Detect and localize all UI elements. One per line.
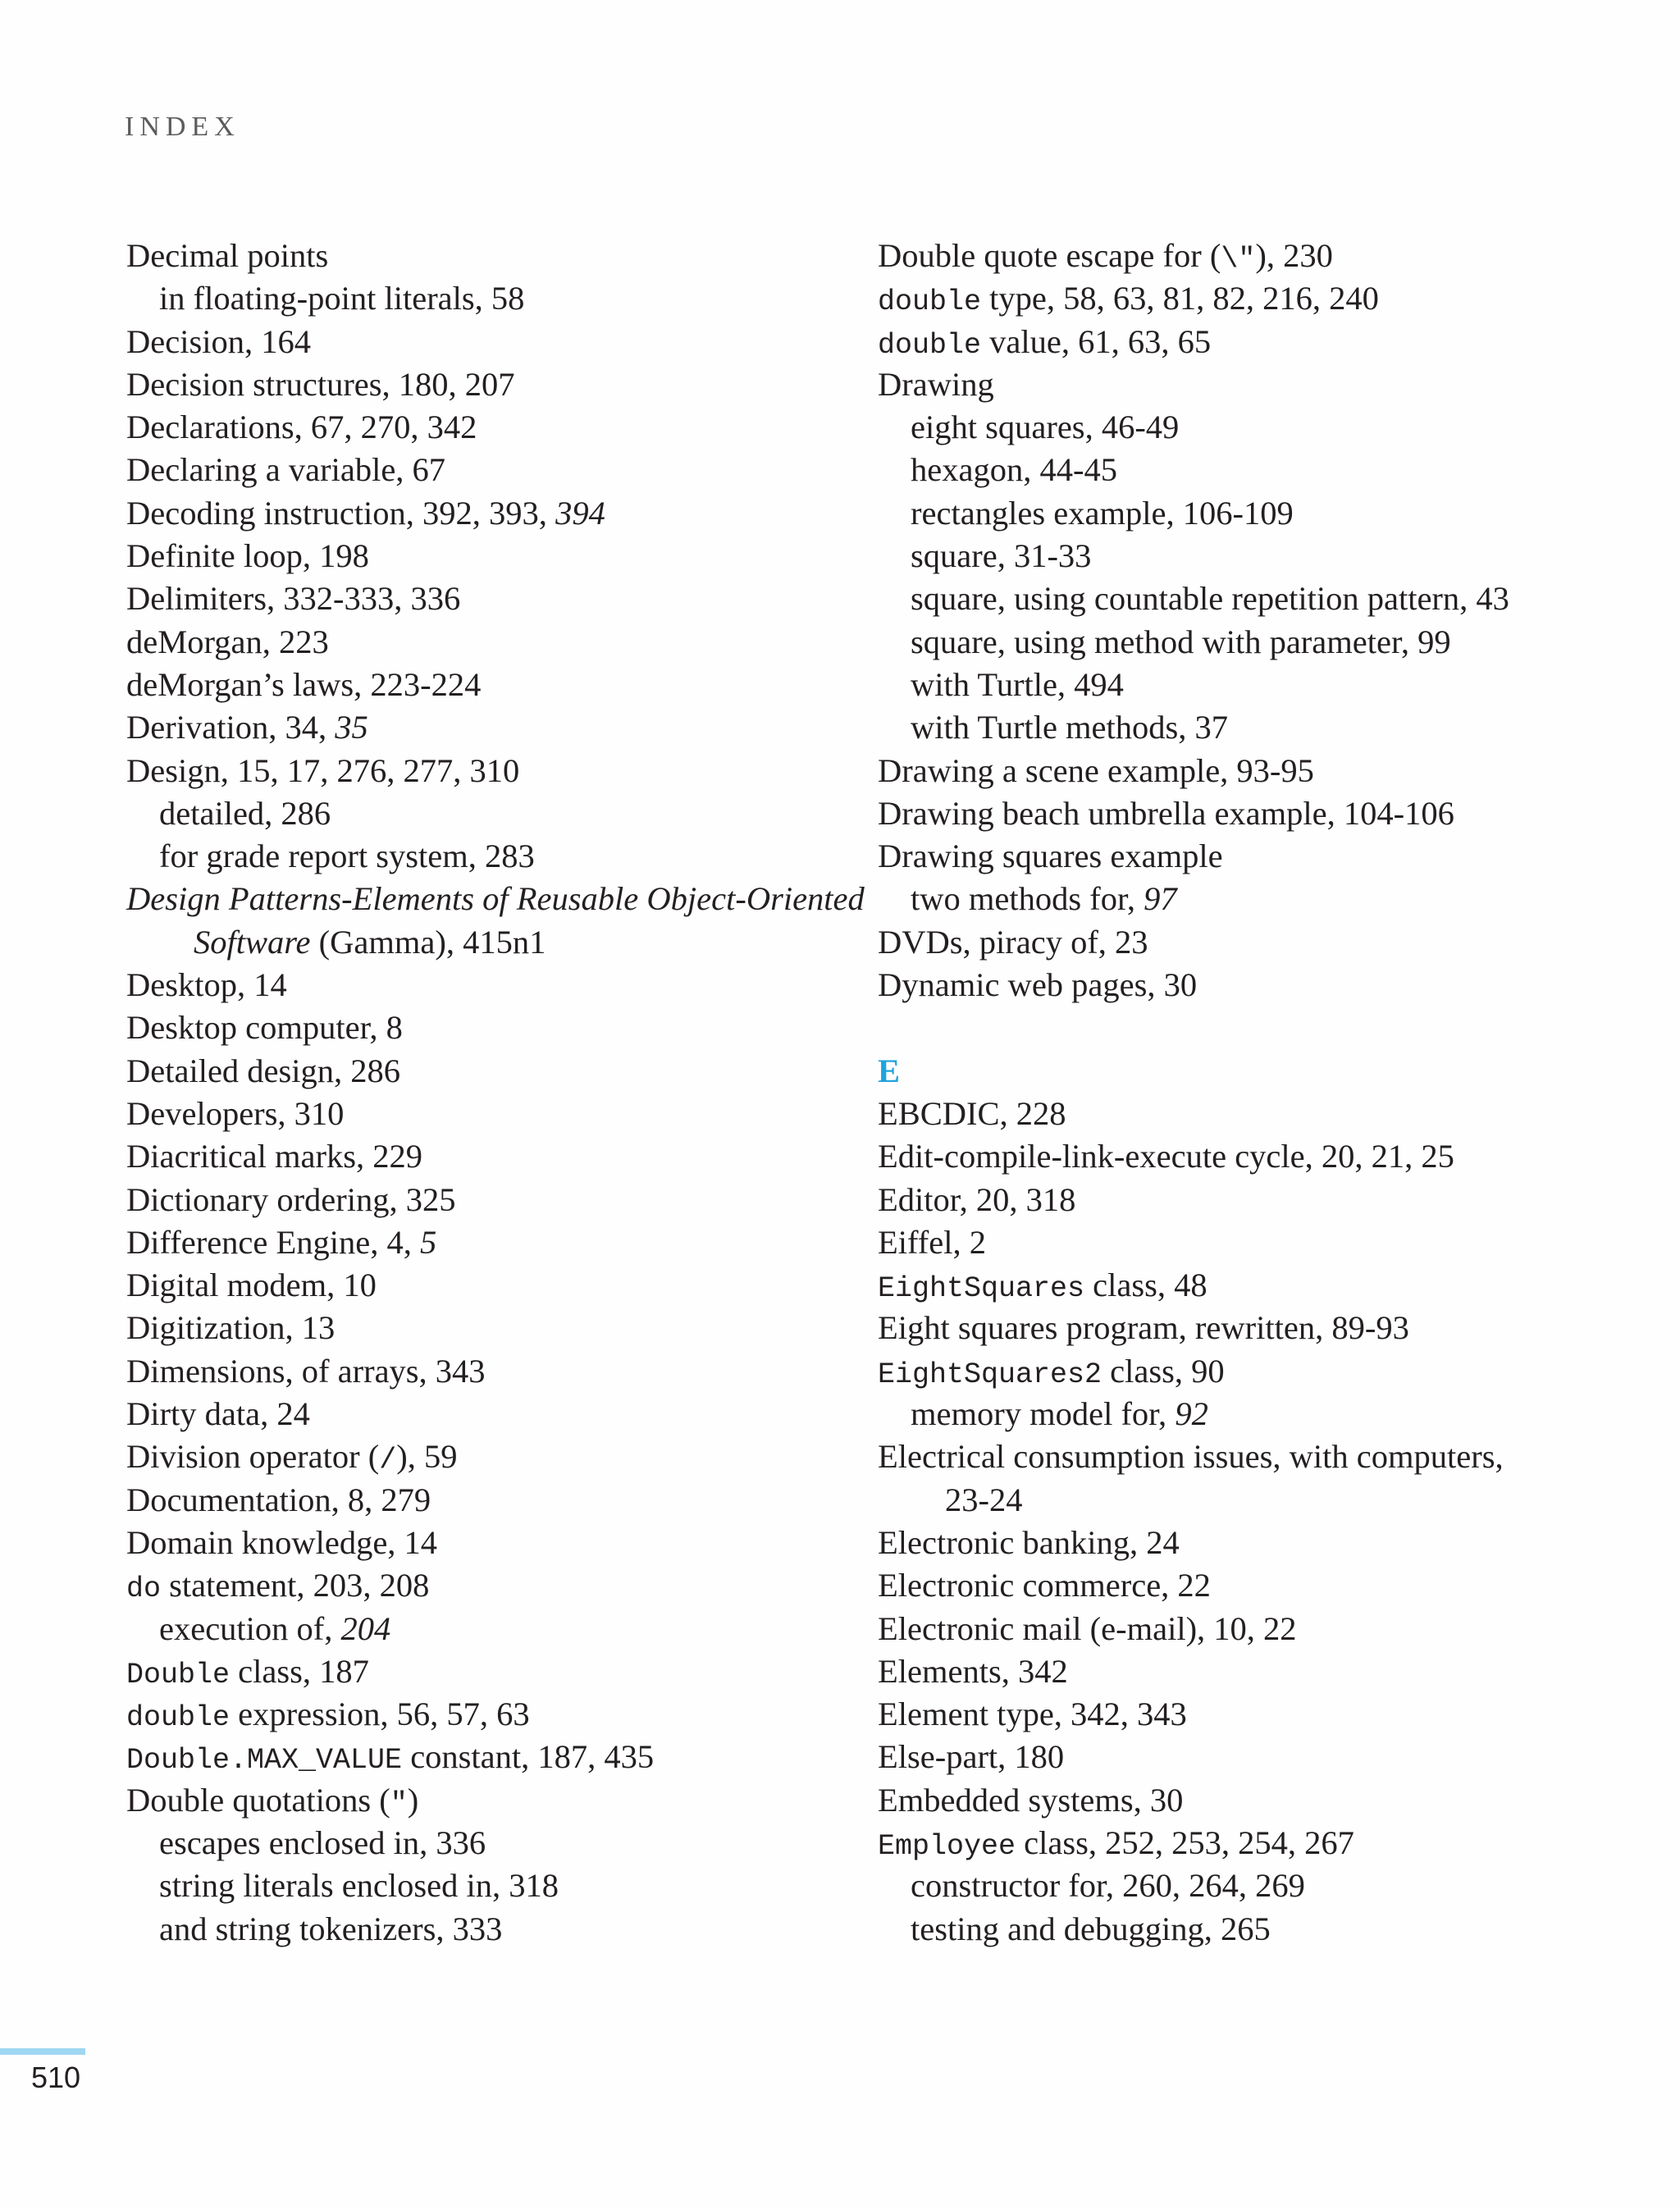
entry-text: Developers, 310 [126,1094,345,1132]
entry-text: execution of, [159,1609,341,1647]
index-subentry [878,406,1616,449]
code-term: EightSquares [878,1272,1085,1306]
index-entry [126,1779,832,1822]
entry-text: Eiffel, 2 [878,1223,986,1261]
index-subentry [878,1864,1616,1907]
entry-text: (Gamma), 415n1 [310,923,546,961]
entry-text: expression, 56, 57, 63 [230,1696,530,1733]
index-entry [126,235,832,277]
index-entry [126,706,832,749]
entry-text: DVDs, piracy of, 23 [878,923,1148,961]
index-entry [126,1522,832,1564]
index-entry [878,1822,1616,1864]
italic-text: 5 [419,1223,437,1261]
index-subentry [126,1822,832,1864]
entry-text: Declaring a variable, 67 [126,451,446,489]
index-entry [126,621,832,664]
index-entry [126,321,832,363]
index-entry [126,664,832,706]
entry-text: type, 58, 63, 81, 82, 216, 240 [981,280,1379,317]
index-column-left [126,235,865,1951]
entry-text: Embedded systems, 30 [878,1781,1184,1819]
entry-text: statement, 203, 208 [161,1567,430,1604]
index-entry [878,1650,1616,1693]
index-entry [878,1135,1616,1178]
section-gap [878,1006,1616,1049]
index-entry [878,792,1616,835]
index-column-right [878,235,1616,1951]
entry-text: ) [407,1781,419,1819]
italic-text: Design Patterns-Elements of Reusable Object-Oriented [126,880,865,918]
entry-text: Design, 15, 17, 276, 277, 310 [126,751,520,789]
entry-text: Electronic mail (e-mail), 10, 22 [878,1609,1297,1647]
index-subentry [878,621,1616,664]
index-entry [126,1693,832,1736]
index-entry [878,921,1616,964]
entry-text: ), 230 [1255,237,1333,274]
entry-text: Detailed design, 286 [126,1052,401,1089]
index-entry [878,1179,1616,1221]
entry-text: Element type, 342, 343 [878,1696,1187,1733]
code-term: double [126,1701,231,1735]
index-subentry [126,835,832,878]
index-entry [878,1608,1616,1650]
entry-text: Electrical consumption issues, with computers, [878,1438,1504,1476]
entry-text: Dimensions, of arrays, 343 [126,1352,486,1390]
index-entry [878,1350,1616,1393]
index-entry [126,878,865,920]
section-letter-heading: E [878,1052,901,1089]
entry-text: Eight squares program, rewritten, 89-93 [878,1309,1409,1347]
index-entry [878,1264,1616,1307]
index-entry [878,750,1616,792]
index-entry [878,1093,1616,1135]
entry-text: Definite loop, 198 [126,537,369,575]
entry-text: in floating-point literals, 58 [159,280,525,317]
index-subentry [878,492,1616,535]
index-entry [126,1221,832,1264]
index-entry [878,1564,1616,1607]
index-entry [126,1179,832,1221]
index-entry [126,363,832,406]
index-entry [126,1093,832,1135]
entry-text: testing and debugging, 265 [911,1910,1271,1947]
index-entry [878,964,1616,1006]
italic-text: 35 [335,709,368,746]
entry-text: Editor, 20, 318 [878,1180,1076,1218]
entry-text: Dictionary ordering, 325 [126,1180,456,1218]
entry-text: class, 252, 253, 254, 267 [1016,1823,1354,1861]
entry-text: Electronic commerce, 22 [878,1567,1211,1604]
index-subentry [126,1864,832,1907]
index-subentry [878,706,1616,749]
code-term: " [390,1787,408,1820]
entry-text: Domain knowledge, 14 [126,1523,438,1561]
running-header: INDEX [125,112,240,142]
entry-text: square, 31-33 [911,537,1092,575]
index-subentry [126,1908,832,1951]
index-subentry [126,277,832,320]
index-entry [126,1135,832,1178]
code-term: Employee [878,1829,1016,1863]
index-entry [126,1307,832,1349]
entry-text: Difference Engine, 4, [126,1223,420,1261]
entry-text: class, 48 [1084,1267,1208,1304]
entry-text: Elements, 342 [878,1652,1068,1690]
index-entry [878,1693,1616,1736]
index-entry [126,406,832,449]
index-subentry [878,577,1616,620]
index-entry [126,492,832,535]
entry-text: Digital modem, 10 [126,1267,377,1304]
index-entry [878,1221,1616,1264]
index-subentry [878,664,1616,706]
entry-text: Edit-compile-link-execute cycle, 20, 21, 25 [878,1138,1454,1175]
entry-text: Double quotations ( [126,1781,390,1819]
entry-text: for grade report system, 283 [159,838,535,875]
index-subentry [878,535,1616,577]
code-term: double [878,285,982,319]
index-entry [126,449,832,491]
entry-text: EBCDIC, 228 [878,1094,1066,1132]
entry-text: constructor for, 260, 264, 269 [911,1867,1305,1905]
entry-text: Drawing squares example [878,838,1223,875]
entry-text: rectangles example, 106-109 [911,494,1294,532]
italic-text: 97 [1144,880,1177,918]
index-entry [126,1350,832,1393]
entry-text: square, using method with parameter, 99 [911,623,1451,660]
index-entry [126,1435,832,1478]
italic-text: Software [194,923,311,961]
index-subentry [878,1479,1616,1522]
entry-text: Decision structures, 180, 207 [126,365,515,403]
index-entry [878,1522,1616,1564]
italic-text: 92 [1175,1395,1208,1433]
entry-text: Drawing [878,365,994,403]
index-entry [126,1564,832,1607]
entry-text: Decision, 164 [126,322,311,360]
entry-text: with Turtle, 494 [911,665,1124,703]
entry-text: Declarations, 67, 270, 342 [126,408,477,446]
index-entry [878,1435,1616,1478]
index-entry [878,1779,1616,1822]
entry-text: constant, 187, 435 [402,1738,655,1776]
index-subentry [878,449,1616,491]
index-subentry [878,1908,1616,1951]
entry-text: Else-part, 180 [878,1738,1065,1776]
index-entry [126,1050,832,1093]
entry-text: Drawing a scene example, 93-95 [878,751,1314,789]
index-entry [878,1736,1616,1778]
entry-text: memory model for, [911,1395,1176,1433]
entry-text: Derivation, 34, [126,709,336,746]
index-subentry [126,792,832,835]
index-subentry [878,878,1616,920]
index-entry [126,964,832,1006]
page-number-rule [0,2048,85,2055]
entry-text: two methods for, [911,880,1144,918]
index-subentry [126,1608,832,1650]
code-term: / [379,1444,397,1477]
index-entry [878,277,1616,320]
index-entry [126,1736,832,1778]
entry-text: Drawing beach umbrella example, 104-106 [878,794,1454,832]
entry-text: Desktop, 14 [126,966,287,1004]
index-entry [126,1006,832,1049]
entry-text: with Turtle methods, 37 [911,709,1229,746]
entry-text: Decoding instruction, 392, 393, [126,494,556,532]
entry-text: Documentation, 8, 279 [126,1481,431,1518]
entry-text: eight squares, 46-49 [911,408,1180,446]
entry-text: escapes enclosed in, 336 [159,1823,486,1861]
index-entry [126,535,832,577]
index-entry [126,1393,832,1435]
entry-text: detailed, 286 [159,794,331,832]
entry-text: string literals enclosed in, 318 [159,1867,559,1905]
entry-text: and string tokenizers, 333 [159,1910,503,1947]
entry-text: class, 90 [1102,1352,1225,1390]
index-entry [878,321,1616,363]
entry-text: 23-24 [945,1481,1023,1518]
index-entry [126,750,832,792]
code-term: Double.MAX_VALUE [126,1744,403,1778]
entry-text: Electronic banking, 24 [878,1523,1180,1561]
index-entry [126,1264,832,1307]
entry-text: deMorgan, 223 [126,623,329,660]
entry-text: hexagon, 44-45 [911,451,1117,489]
entry-text: deMorgan’s laws, 223-224 [126,665,482,703]
index-entry [126,577,832,620]
entry-text: Division operator ( [126,1438,380,1476]
entry-text: Digitization, 13 [126,1309,336,1347]
entry-text: Dirty data, 24 [126,1395,310,1433]
entry-text: ), 59 [396,1438,458,1476]
index-entry [126,1650,832,1693]
index-entry [878,835,1616,878]
code-term: double [878,328,982,362]
page-number: 510 [31,2061,81,2094]
code-term: do [126,1572,162,1606]
index-entry [878,235,1616,277]
italic-text: 394 [555,494,605,532]
entry-text: Dynamic web pages, 30 [878,966,1198,1004]
index-entry [878,1307,1616,1349]
index-entry [878,363,1616,406]
code-term: EightSquares2 [878,1358,1102,1391]
entry-text: Desktop computer, 8 [126,1009,403,1047]
entry-text: Decimal points [126,237,329,274]
code-term: Double [126,1658,231,1691]
entry-text: Diacritical marks, 229 [126,1138,422,1175]
index-subentry [126,921,832,964]
entry-text: square, using countable repetition pattern, 43 [911,580,1509,618]
entry-text: value, 61, 63, 65 [981,322,1212,360]
entry-text: Double quote escape for ( [878,237,1221,274]
index-subentry [878,1393,1616,1435]
index-entry [126,1479,832,1522]
entry-text: class, 187 [230,1652,369,1690]
italic-text: 204 [340,1609,391,1647]
code-term: \" [1221,243,1256,276]
entry-text: Delimiters, 332-333, 336 [126,580,461,618]
